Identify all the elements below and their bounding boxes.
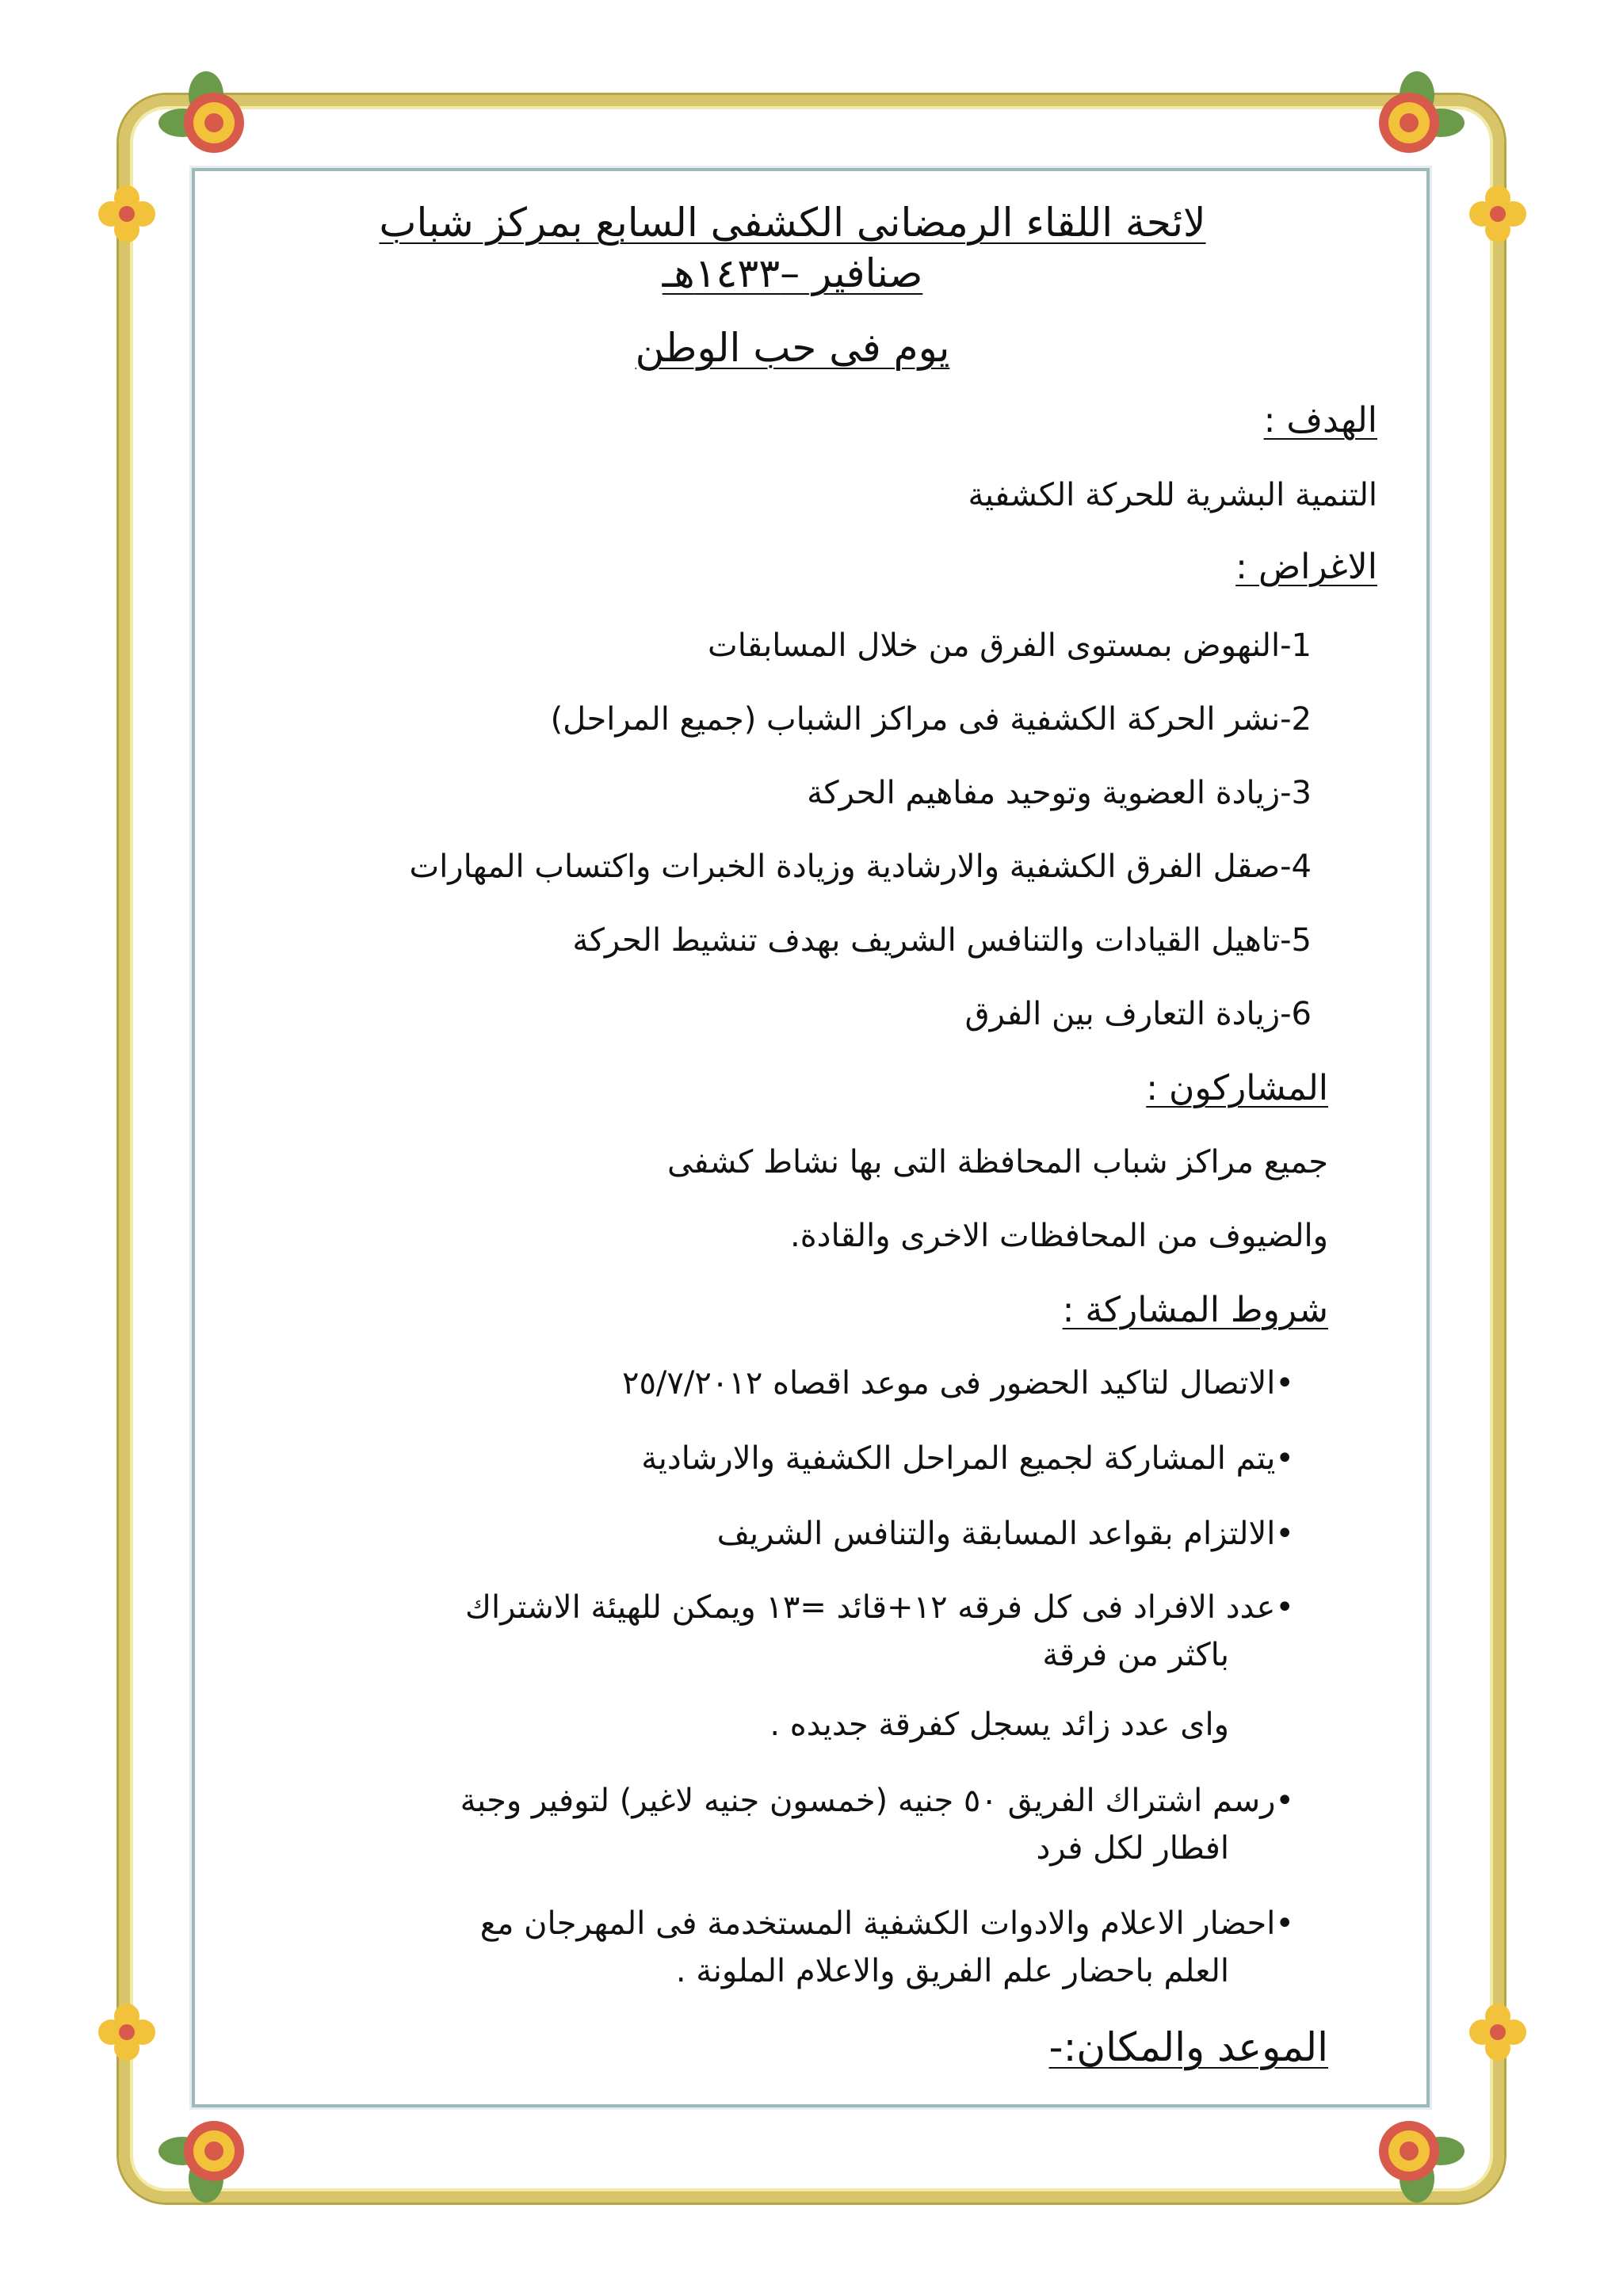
corner-flower-icon-top-right (1354, 63, 1472, 182)
condition-item-4-extra: واى عدد زائد يسجل كفرقة جديده . (769, 1707, 1229, 1743)
side-flower-icon-right-upper (1462, 178, 1533, 250)
condition-item-6: • احضار الاعلام والادوات الكشفية المستخدمة فى المهرجان مع (480, 1905, 1294, 1942)
objective-item-6: 6-زيادة التعارف بين الفرق (964, 996, 1312, 1032)
goal-heading: الهدف : (1263, 400, 1377, 441)
side-flower-icon-left-lower (91, 1997, 162, 2068)
corner-flower-icon-top-left (151, 63, 269, 182)
condition-item-2: • يتم المشاركة لجميع المراحل الكشفية والارشادية (641, 1440, 1294, 1477)
schedule-heading: الموعد والمكان:- (1048, 2024, 1328, 2070)
objectives-heading: الاغراض : (1235, 547, 1377, 587)
side-flower-icon-right-lower (1462, 1997, 1533, 2068)
condition-item-5: • رسم اشتراك الفريق ٥٠ جنيه (خمسون جنيه لاغير) لتوفير وجبة (460, 1783, 1294, 1819)
participants-line-1: جميع مراكز شباب المحافظة التى بها نشاط كشفى (667, 1144, 1328, 1180)
conditions-heading: شروط المشاركة : (1062, 1290, 1328, 1330)
document-title-line1: لائحة اللقاء الرمضانى الكشفى السابع بمركز شباب (379, 200, 1206, 246)
objective-item-4: 4-صقل الفرق الكشفية والارشادية وزيادة الخبرات واكتساب المهارات (409, 849, 1312, 885)
objective-item-3: 3-زيادة العضوية وتوحيد مفاهيم الحركة (807, 775, 1312, 811)
side-flower-icon-left-upper (91, 178, 162, 250)
condition-item-4-continuation: باكثر من فرقة (1042, 1637, 1229, 1673)
document-title-line2: صنافير –١٤٣٣هـ (662, 250, 923, 296)
participants-heading: المشاركون : (1146, 1068, 1328, 1108)
objective-item-2: 2-نشر الحركة الكشفية فى مراكز الشباب (جميع المراحل) (550, 701, 1312, 738)
document-subtitle: يوم فى حب الوطن (635, 325, 950, 371)
condition-item-6-continuation: العلم باحضار علم الفريق والاعلام الملونة . (675, 1953, 1229, 1989)
goal-text: التنمية البشرية للحركة الكشفية (968, 477, 1377, 513)
condition-item-1: • الاتصال لتاكيد الحضور فى موعد اقصاه ٢٥/٧/٢٠١٢ (622, 1365, 1294, 1402)
objective-item-5: 5-تاهيل القيادات والتنافس الشريف بهدف تنشيط الحركة (572, 922, 1312, 959)
condition-item-5-continuation: افطار لكل فرد (1036, 1830, 1229, 1867)
participants-line-2: والضيوف من المحافظات الاخرى والقادة. (789, 1218, 1328, 1254)
corner-flower-icon-bottom-left (151, 2092, 269, 2210)
condition-item-4: • عدد الافراد فى كل فرقه ١٢+قائد =١٣ ويمكن للهيئة الاشتراك (465, 1589, 1294, 1626)
objective-item-1: 1-النهوض بمستوى الفرق من خلال المسابقات (708, 627, 1312, 664)
corner-flower-icon-bottom-right (1354, 2092, 1472, 2210)
condition-item-3: • الالتزام بقواعد المسابقة والتنافس الشريف (717, 1516, 1294, 1552)
